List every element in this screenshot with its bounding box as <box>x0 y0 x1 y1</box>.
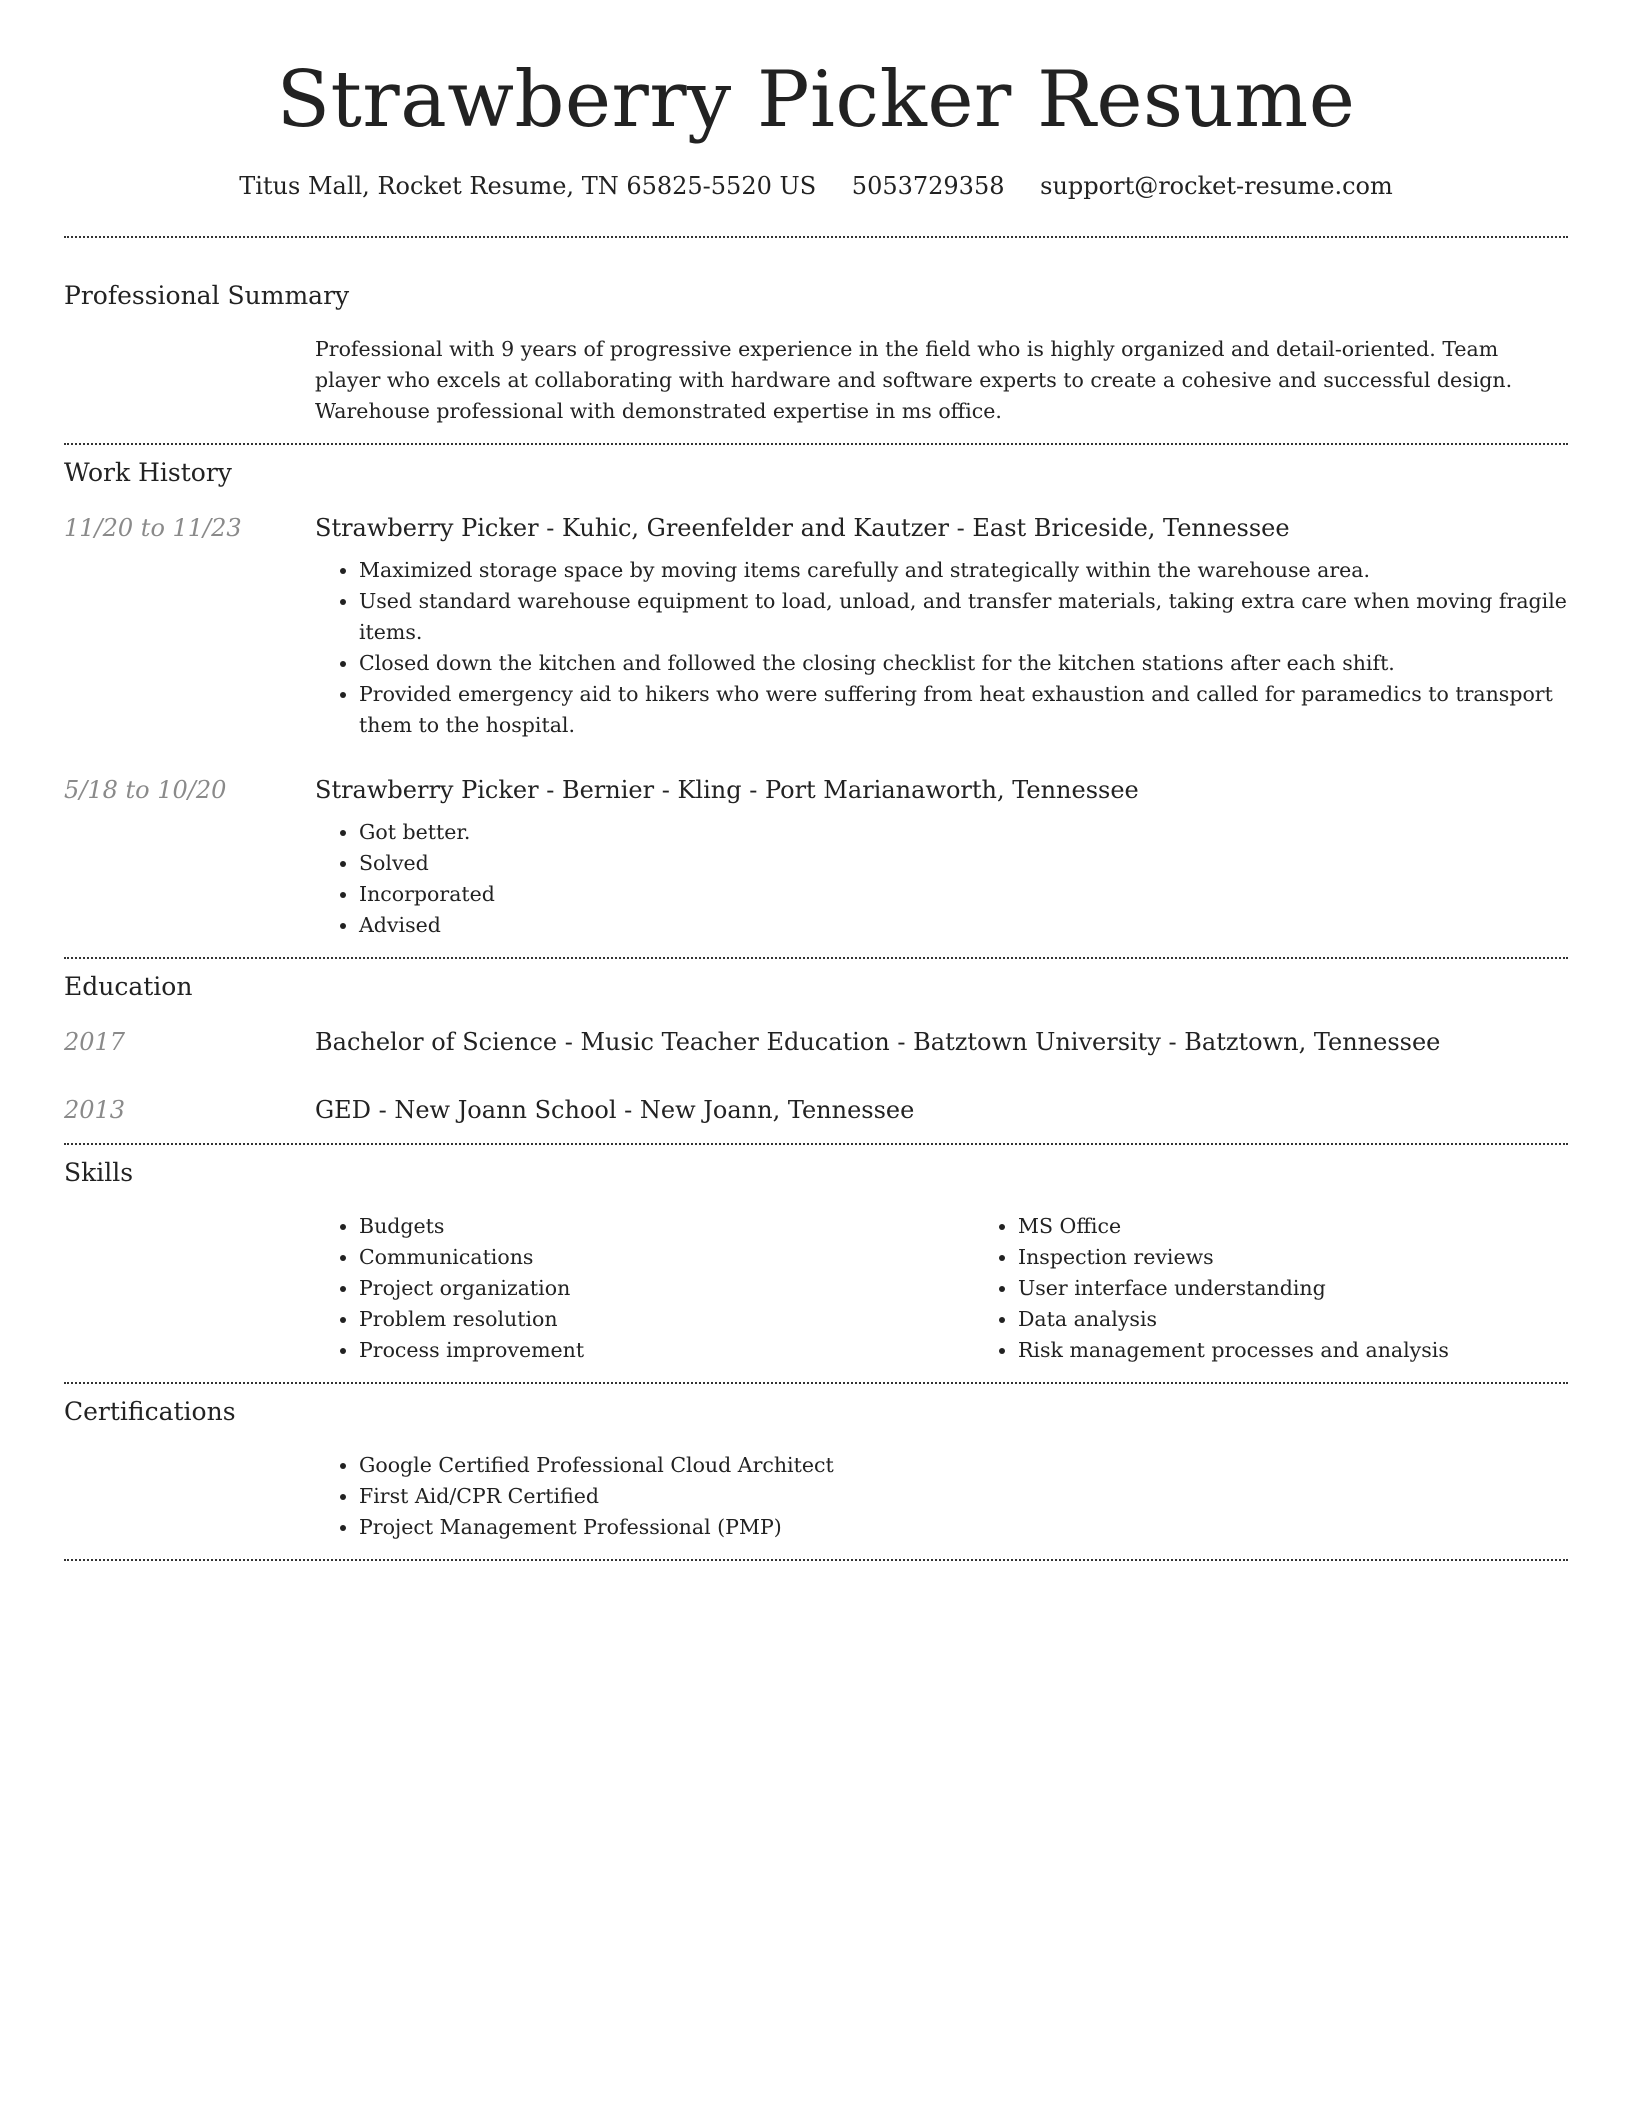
certifications-spacer <box>64 1450 315 1543</box>
education-entry <box>64 1093 1568 1127</box>
divider <box>64 1382 1568 1384</box>
job-title: Strawberry Picker - Kuhic, Greenfelder and Kautzer - East Briceside, Tennessee <box>315 514 1290 542</box>
certifications-content <box>315 1450 1568 1543</box>
education-details: GED - New Joann School - New Joann, Tennessee <box>315 1096 915 1124</box>
skill-item: • Data analysis <box>1018 1304 1632 1335</box>
skill-item: • Problem resolution <box>359 1304 974 1335</box>
education-school: Batztown University <box>913 1028 1161 1056</box>
job-bullet: • Used standard warehouse equipment to load, unload, and transfer materials, taking extra care when moving fragile items. <box>359 586 1568 648</box>
job-title: Strawberry Picker - Bernier - Kling - Port Marianaworth, Tennessee <box>315 776 1139 804</box>
education-field: Music Teacher Education <box>580 1028 890 1056</box>
skills-heading: Skills <box>64 1158 134 1187</box>
education-entry <box>64 1025 1568 1059</box>
education-school: New Joann School <box>394 1096 617 1124</box>
skills-list-left <box>315 1211 974 1366</box>
skill-item: • MS Office <box>1018 1211 1632 1242</box>
summary-text: Professional with 9 years of progressive experience in the field who is highly organized and detail-oriented. Team player who excels at collaborating with hardware and software experts to create a cohesive and successful design. Warehouse professional with demonstrated expertise in ms office. <box>315 337 1513 423</box>
certifications-heading: Certifications <box>64 1397 236 1426</box>
skill-item: • Process improvement <box>359 1335 974 1366</box>
education-degree: GED <box>315 1096 371 1124</box>
education-details: Bachelor of Science - Music Teacher Education - Batztown University - Batztown, Tennessee <box>315 1028 1441 1056</box>
job-entry <box>64 511 1568 741</box>
divider <box>64 957 1568 959</box>
job-bullet: • Closed down the kitchen and followed the closing checklist for the kitchen stations after each shift. <box>359 648 1568 679</box>
contact-address: Titus Mall, Rocket Resume, TN 65825-5520 US <box>239 172 817 200</box>
job-bullet: • Solved <box>359 848 1568 879</box>
skills-spacer <box>64 1211 315 1366</box>
divider <box>64 443 1568 445</box>
education-year: 2013 <box>64 1096 126 1124</box>
job-dates: 5/18 to 10/20 <box>64 776 227 804</box>
divider <box>64 1559 1568 1561</box>
job-bullet: • Maximized storage space by moving items carefully and strategically within the warehouse area. <box>359 555 1568 586</box>
job-company: Bernier - Kling <box>561 776 742 804</box>
skills-list-right <box>974 1211 1632 1366</box>
summary-spacer <box>64 334 315 427</box>
certification-item: • Project Management Professional (PMP) <box>359 1512 1568 1543</box>
skill-item: • Risk management processes and analysis <box>1018 1335 1632 1366</box>
contact-email: support@rocket-resume.com <box>1040 172 1393 200</box>
education-heading: Education <box>64 972 193 1001</box>
skill-item: • Budgets <box>359 1211 974 1242</box>
divider <box>64 1143 1568 1145</box>
education-degree: Bachelor of Science <box>315 1028 558 1056</box>
job-dates: 11/20 to 11/23 <box>64 514 242 542</box>
skill-item: • Inspection reviews <box>1018 1242 1632 1273</box>
skills-columns <box>315 1211 1632 1366</box>
divider <box>64 236 1568 238</box>
job-bullets <box>315 817 1568 941</box>
certification-item: • First Aid/CPR Certified <box>359 1481 1568 1512</box>
job-details <box>315 773 1568 941</box>
resume-page <box>64 0 1568 1561</box>
skill-item: • User interface understanding <box>1018 1273 1632 1304</box>
job-bullet: • Incorporated <box>359 879 1568 910</box>
resume-title: Strawberry Picker Resume <box>276 55 1356 145</box>
education-location: New Joann, Tennessee <box>639 1096 915 1124</box>
skill-item: • Project organization <box>359 1273 974 1304</box>
job-bullets <box>315 555 1568 741</box>
job-bullet: • Advised <box>359 910 1568 941</box>
job-bullet: • Provided emergency aid to hikers who were suffering from heat exhaustion and called for paramedics to transport them to the hospital. <box>359 679 1568 741</box>
job-company: Kuhic, Greenfelder and Kautzer <box>561 514 950 542</box>
certification-item: • Google Certified Professional Cloud Architect <box>359 1450 1568 1481</box>
job-location: East Briceside, Tennessee <box>972 514 1290 542</box>
job-bullet: • Got better. <box>359 817 1568 848</box>
certifications-row <box>64 1450 1568 1543</box>
job-role: Strawberry Picker <box>315 776 539 804</box>
job-location: Port Marianaworth, Tennessee <box>764 776 1139 804</box>
certifications-list <box>315 1450 1568 1543</box>
contact-phone: 5053729358 <box>851 172 1005 200</box>
skills-row <box>64 1211 1568 1366</box>
skill-item: • Communications <box>359 1242 974 1273</box>
education-location: Batztown, Tennessee <box>1184 1028 1441 1056</box>
work-history-heading: Work History <box>64 458 232 487</box>
job-details <box>315 511 1568 741</box>
job-role: Strawberry Picker <box>315 514 539 542</box>
summary-heading: Professional Summary <box>64 281 350 310</box>
job-entry <box>64 773 1568 941</box>
summary-row <box>64 334 1568 427</box>
education-year: 2017 <box>64 1028 126 1056</box>
contact-line <box>64 170 1568 202</box>
